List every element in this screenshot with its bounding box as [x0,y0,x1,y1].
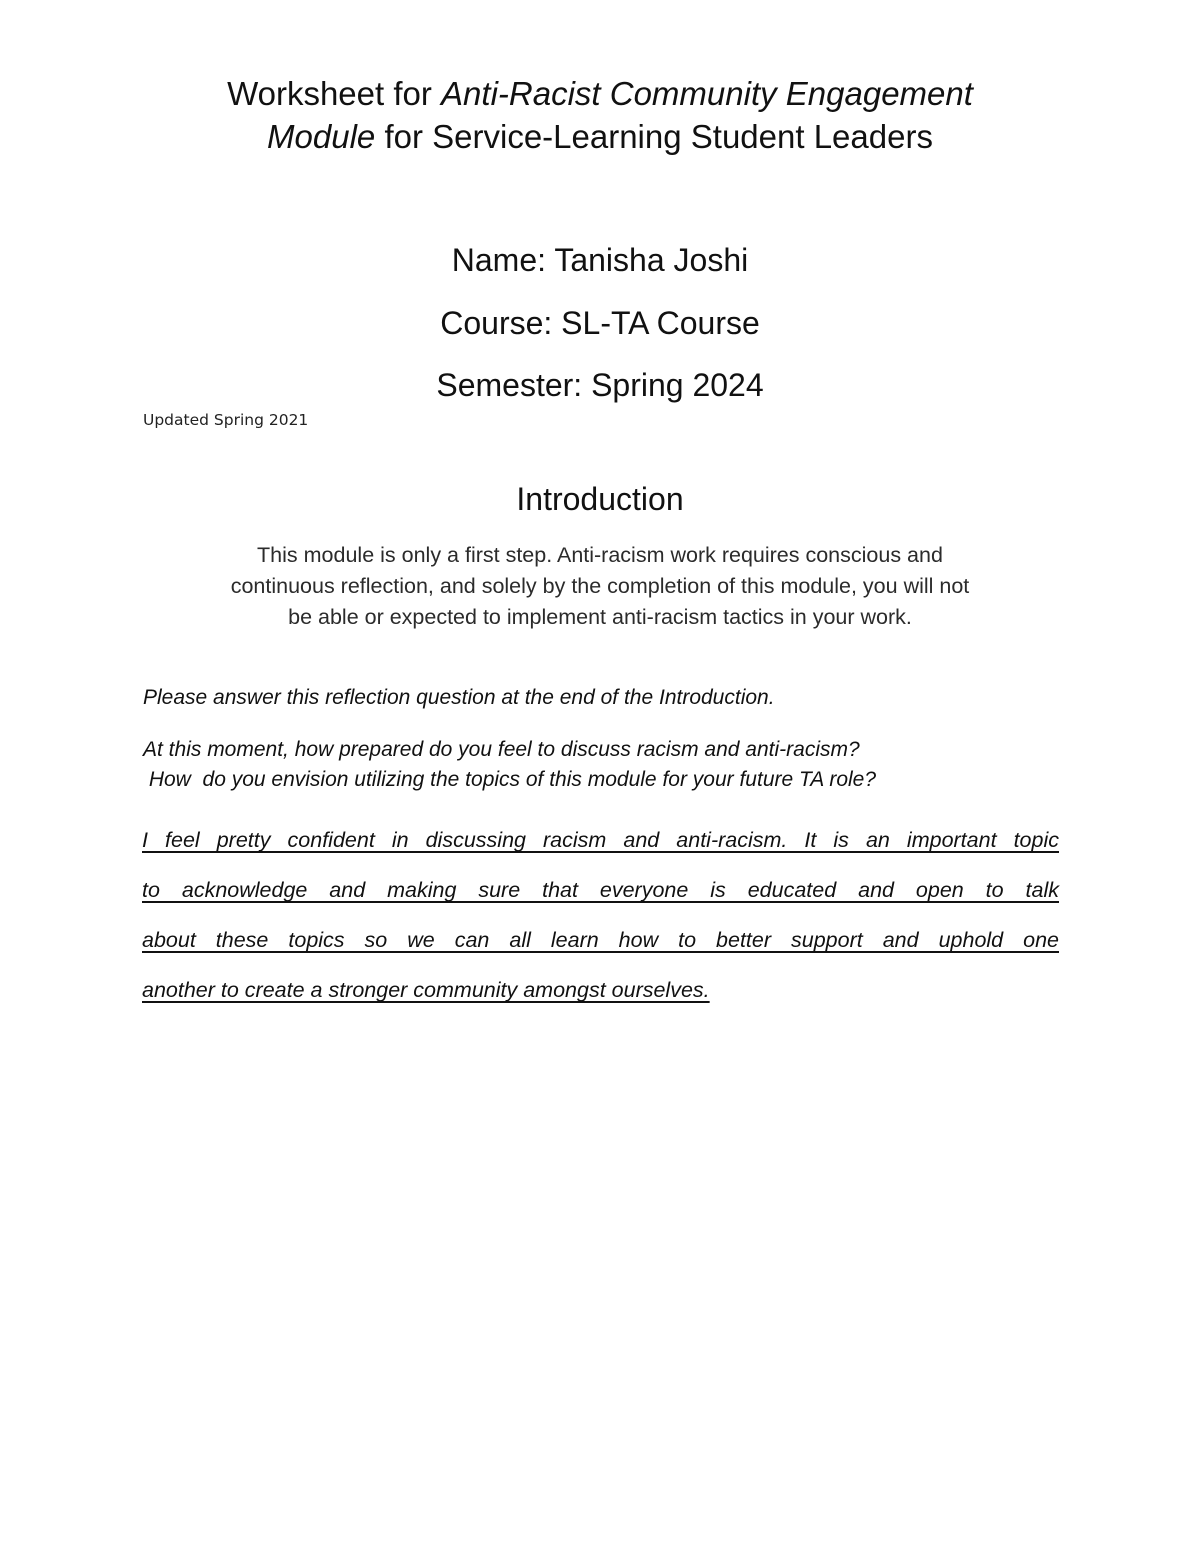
title-prefix: Worksheet for [227,75,442,112]
worksheet-title [0,72,1200,158]
answer-line: to acknowledge and making sure that everyone is educated and open to talk [142,878,1059,902]
reflection-question-line: How do you envision utilizing the topics of this module for your future TA role? [143,768,877,791]
course-name: Course: SL-TA Course [440,305,760,341]
introduction-heading: Introduction [516,481,684,517]
title-suffix: for Service-Learning Student Leaders [375,118,933,155]
answer-line: about these topics so we can all learn how to better support and uphold one [142,928,1059,952]
updated-date: Updated Spring 2021 [143,411,309,429]
semester: Semester: Spring 2024 [436,367,764,403]
intro-line: continuous reflection, and solely by the completion of this module, you will not [230,574,970,598]
title-module-name: Anti-Racist Community Engagement [441,75,973,112]
title-line-2 [0,115,1200,158]
reflection-answer [142,815,1059,1015]
reflection-question-line: At this moment, how prepared do you feel to discuss racism and anti-racism? [143,738,860,761]
intro-line: This module is only a first step. Anti-racism work requires conscious and [257,543,943,567]
intro-line: be able or expected to implement anti-racism tactics in your work. [288,605,912,629]
answer-line: another to create a stronger community amongst ourselves. [142,978,710,1002]
answer-line: I feel pretty confident in discussing racism and anti-racism. It is an important topic [142,828,1059,852]
student-name: Name: Tanisha Joshi [451,242,749,278]
reflection-instruction: Please answer this reflection question at the end of the Introduction. [143,686,775,709]
title-module-word: Module [267,118,376,155]
introduction-text [150,540,1050,633]
title-line-1 [0,72,1200,115]
